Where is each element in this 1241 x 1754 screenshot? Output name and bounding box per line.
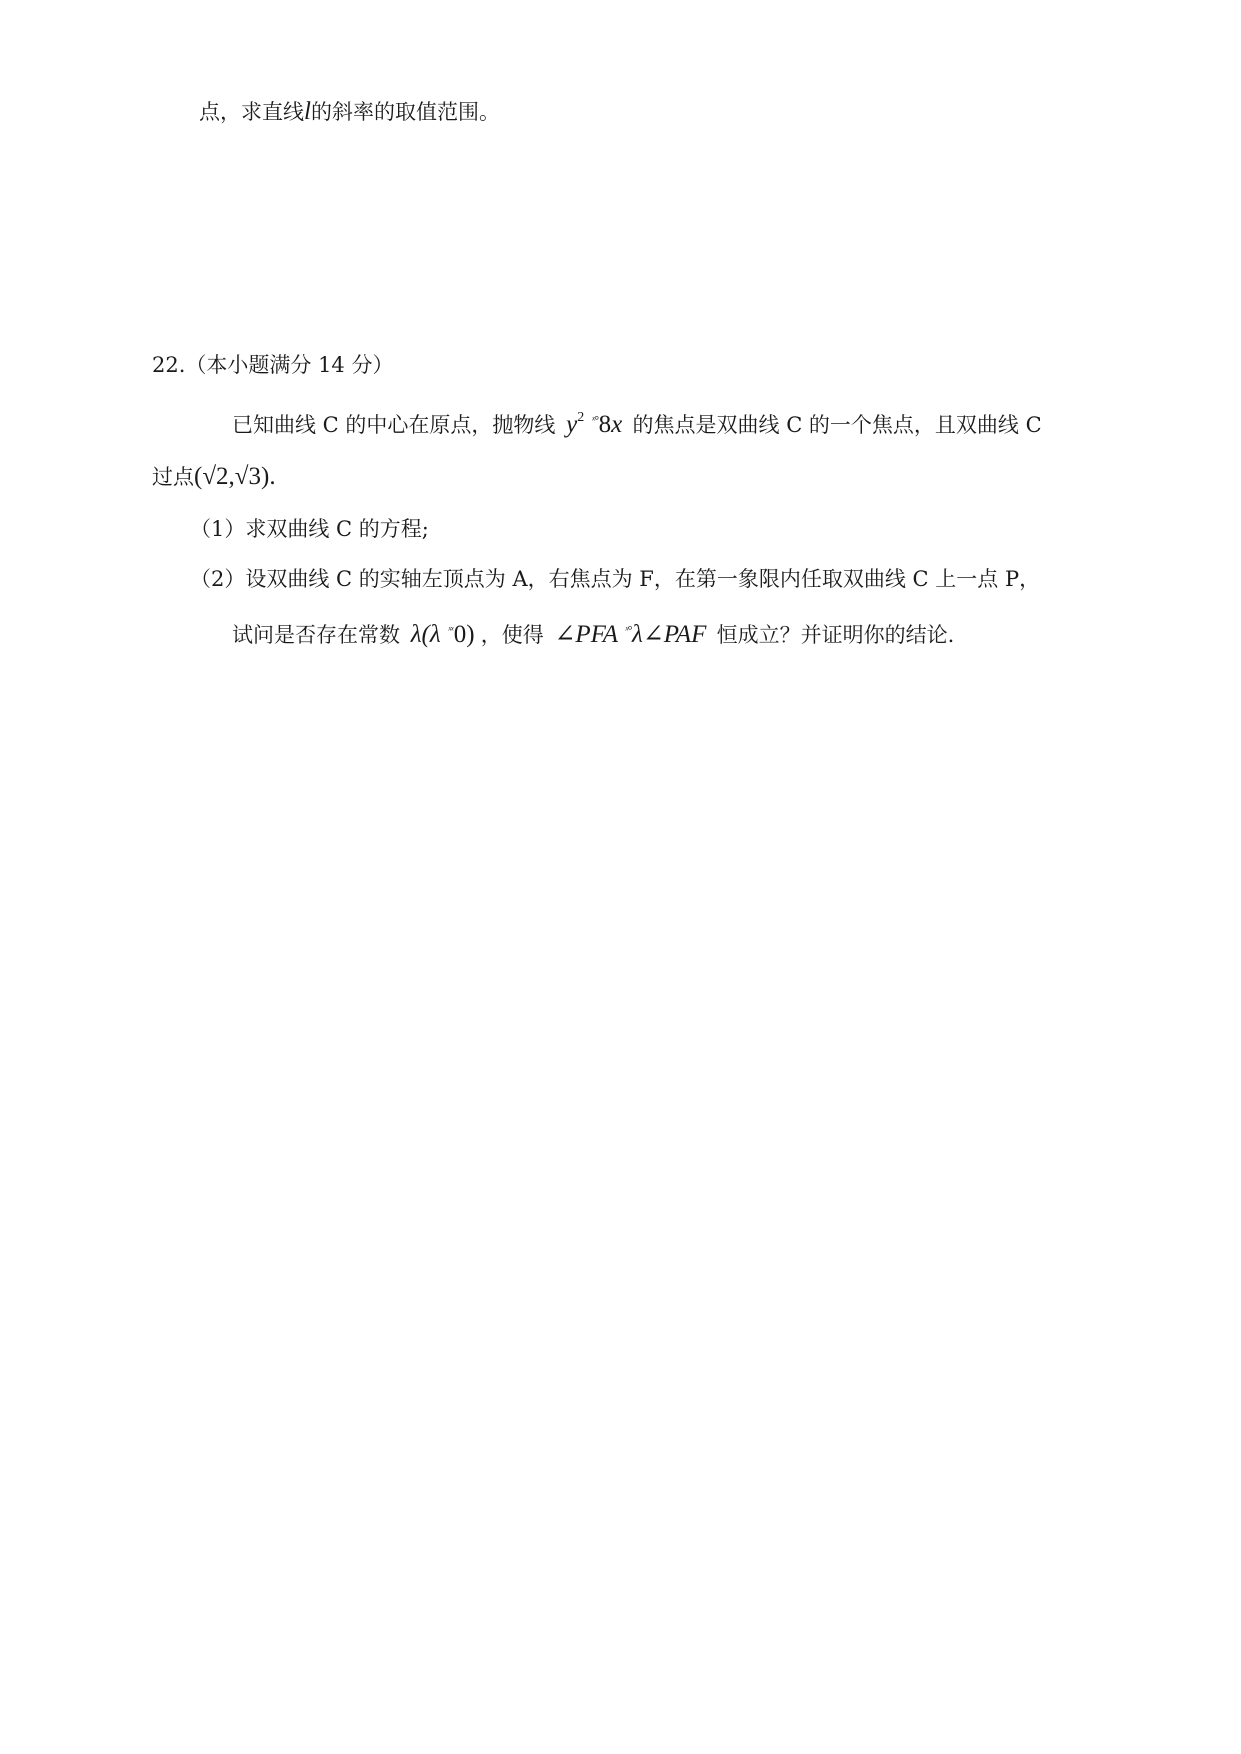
problem-intro-line2 (152, 462, 276, 492)
neq-sign-glyph: ˣˣ (447, 623, 453, 637)
question-2-line2 (232, 615, 954, 650)
eq-coefficient: 8 (598, 411, 612, 438)
lambda-expr-a: λ(λ (410, 621, 441, 648)
problem-header (152, 350, 393, 380)
continuation-line (199, 97, 500, 127)
question-2-text-a: （2）设双曲线 C 的实轴左顶点为 A，右焦点为 F，在第一象限内任取双曲线 C 上一点 P， (190, 567, 1041, 591)
intro-prefix: 过点 (152, 465, 194, 489)
line-variable: l (304, 98, 311, 125)
question-2-mid: ，使得 (480, 623, 544, 647)
problem-number-and-points: 22.（本小题满分 14 分） (152, 353, 394, 377)
question-2-line1 (190, 564, 1040, 594)
lambda-condition (411, 621, 481, 648)
eq-sign-glyph: ˣ° (591, 413, 598, 427)
intro-text-b: 的焦点是双曲线 C 的一个焦点，且双曲线 C (632, 413, 1042, 437)
question-2-prefix: 试问是否存在常数 (232, 623, 400, 647)
parabola-equation (566, 411, 628, 438)
angle-equation (554, 621, 712, 648)
equals-sign-glyph: ˣ° (624, 623, 631, 637)
angle-pfa: ∠PFA (554, 621, 618, 648)
eq-var-y: y (566, 411, 578, 438)
question-1 (190, 514, 429, 544)
continuation-text-a: 点，求直线 (199, 100, 304, 124)
continuation-text-b: 的斜率的取值范围。 (310, 100, 500, 124)
point-coordinates: (√2,√3). (194, 463, 276, 490)
eq-var-x: x (611, 411, 623, 438)
problem-intro-line1 (232, 403, 1042, 440)
intro-text-a: 已知曲线 C 的中心在原点，抛物线 (232, 413, 556, 437)
question-2-suffix: 恒成立？并证明你的结论. (716, 623, 955, 647)
eq-exponent: 2 (577, 410, 585, 425)
lambda-expr-b: 0) (453, 621, 475, 648)
angle-paf: λ∠PAF (632, 621, 707, 648)
question-1-text: （1）求双曲线 C 的方程; (190, 517, 429, 541)
